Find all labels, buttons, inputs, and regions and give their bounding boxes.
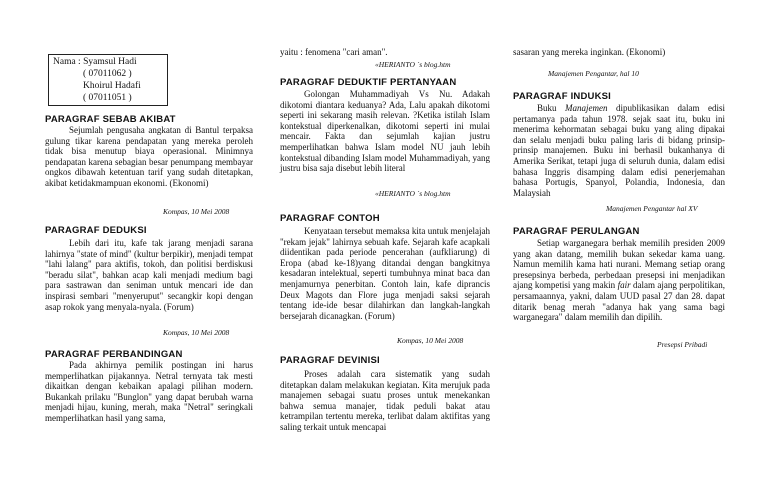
paragraph-induksi: Buku Manajemen dipublikasikan dalam edisi pertamanya pada tahun 1978. sejak saat itu, buku ini menerima kehormatan sebagai buku yang aling dipakai dan selalu menjadi buku paling laris di bidang prinsip-prinsip manajemen. Buku ini berhasil bukanhanya di Amerika Serikat, tetapi juga di seluruh dunia, dalam edisi bahasa Inggris disamping dalam edisi penerjemahan bahasa Portugis, Spanyol, Polandia, Indonesia, dan Malaysiah: [513, 103, 725, 198]
name-line: Nama : Syamsul Hadi: [53, 57, 137, 67]
paragraph-contoh: Kenyataan tersebut memaksa kita untuk menjelajah "rekam jejak" lahirnya sebuah kafe. Sejarah kafe acapkali diidentikan pada periode pencerahan (aufkliarung) di Eropa (abad ke-18)yang ditandai dengan bangkitnya kesadaran intelektual, seperti tumbuhnya minat baca dan menjamurnya penerbitan. Contoh lain, kafe diprancis Deux Magots dan Flore juga menjadi saksi sejarah tentang ide-ide besar dilahirkan dan langkah-langkah bersejarah dicanagkan. (Forum): [280, 226, 490, 321]
heading-induksi: PARAGRAF INDUKSI: [513, 91, 612, 102]
id-line: ( 07011051 ): [83, 93, 132, 103]
id-line: ( 07011062 ): [83, 69, 132, 79]
source-deduksi: Kompas, 10 Mei 2008: [163, 328, 230, 337]
name-line: Khoirul Hadafi: [83, 81, 141, 91]
source-deduktif-pertanyaan: «HERIANTO `s blog.htm: [375, 189, 451, 198]
paragraph-devinisi: Proses adalah cara sistematik yang sudah ditetapkan dalam melakukan kegiatan. Kita merujuk pada manajemen sebagai suatu proses untuk menekankan bahwa semua manajer, tidak peduli bakat atau ketrampilan tertentu mereka, terlibat dalam aktifitas yang saling terkait untuk mencapai: [280, 369, 490, 432]
heading-perbandingan: PARAGRAF PERBANDINGAN: [45, 349, 183, 360]
heading-perulangan: PARAGRAF PERULANGAN: [513, 226, 640, 237]
paragraph-deduktif-pertanyaan: Golongan Muhammadiyah Vs Nu. Adakah dikotomi diantara keduanya? Ada, Lalu apakah dikotomi seperti ini sekarang masih relevan. ?Ketika istilah Islam kontekstual diperkenalkan, dikotomi seperti ini mulai mencair. Fakta dan sejumlah kajian justru memperlihatkan bahwa Islam model NU jauh lebih kontekstual dibanding Islam model Muhammadiyah, yang justru bisa saja disebut lebih literal: [280, 89, 490, 174]
source-sebab-akibat: Kompas, 10 Mei 2008: [163, 207, 230, 216]
heading-deduksi: PARAGRAF DEDUKSI: [45, 225, 147, 236]
source-perulangan: Presepsi Pribadi: [657, 340, 708, 349]
heading-contoh: PARAGRAF CONTOH: [280, 213, 380, 224]
column-left: [45, 0, 253, 489]
paragraph-deduksi: Lebih dari itu, kafe tak jarang menjadi sarana lahirnya "state of mind" (kultur berpikir), menjadi tempat "lahi lalang" para aktifis, tokoh, dan politisi berdiskusi "beradu silat", bahkan acap kali menjadi medium bagi para sastrawan dan seniman untuk mencari ide dan inspirasi sembari "menyeruput" secangkir kopi dengan asap rokok yang menyala-nyala. (Forum): [45, 238, 253, 312]
heading-devinisi: PARAGRAF DEVINISI: [280, 355, 380, 366]
paragraph-sebab-akibat: Sejumlah pengusaha angkatan di Bantul terpaksa gulung tikar karena pendapatan yang mereka peroleh tidak bisa menutup biaya operasional. Minimnya pendapatan karena sebagian besar penumpang membayar ongkos dibawah ketentuan tarif yang sudah ditetapkan, akibat ketidakmampuan ekonomi. (Ekonomi): [45, 125, 253, 188]
paragraph-perbandingan: Pada akhirnya pemilik postingan ini harus memperlihatkan pijakannya. Netral ternyata tak mesti dikaitkan dengan kebaikan apalagi pilihan modern. Bukankah prilaku "Bunglon" yang dapat berubah warna menjadi hijau, kuning, merah, maka "Netral" seringkali memperlihatkan hasil yang sama,: [45, 360, 253, 423]
column-right: [513, 0, 725, 489]
source-contoh: Kompas, 10 Mei 2008: [397, 336, 464, 345]
heading-sebab-akibat: PARAGRAF SEBAB AKIBAT: [45, 114, 176, 125]
source-induksi: Manajemen Pengantar hal XV: [606, 204, 698, 213]
intro-source: «HERIANTO `s blog.htm: [375, 60, 451, 69]
intro-source: Manajemen Pengantar, hal 10: [548, 69, 639, 78]
intro-line: yaitu : fenomena "cari aman".: [280, 47, 388, 57]
column-middle: [280, 0, 490, 489]
paragraph-perulangan: Setiap warganegara berhak memilih presiden 2009 yang akan datang, memilih bukan sekedar kama uang. Namun memilih kama hati nurani. Memang setiap orang presepsinya berbeda, perbedaan presepsi ini menjadikan ajang kompetisi yang makin fair dalam ajang perpolitikan, persamaannya, yakni, dalam UUD pasal 27 dan 28. dapat ditarik benag merah "adanya hak yang sama bagi warganegara" dalam memilih dan dipilih.: [513, 238, 726, 323]
heading-deduktif-pertanyaan: PARAGRAF DEDUKTIF PERTANYAAN: [280, 77, 457, 88]
intro-line: sasaran yang mereka inginkan. (Ekonomi): [513, 47, 666, 57]
